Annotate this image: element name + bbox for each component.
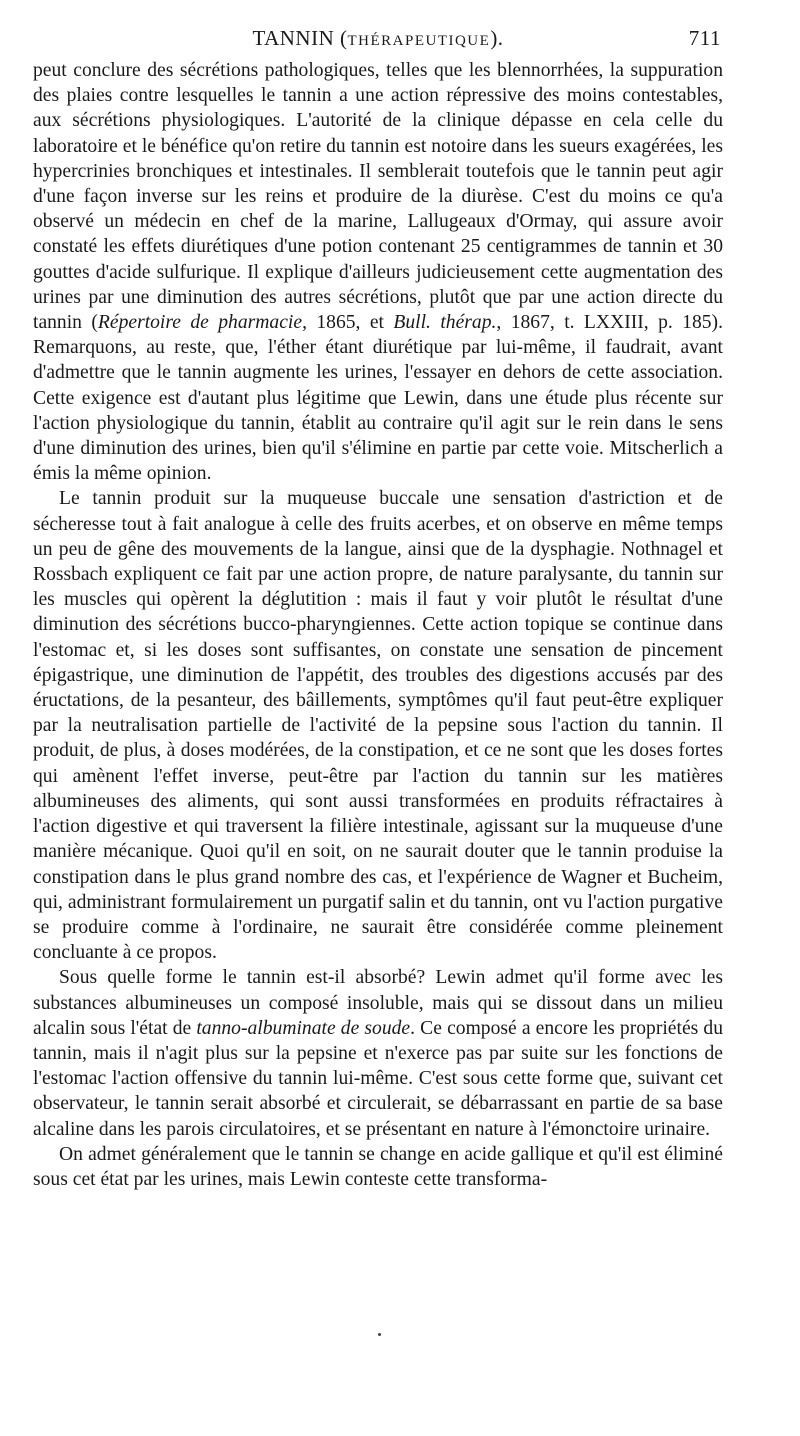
body-text [33, 58, 723, 1192]
text-run: , 1867, t. LXXIII, p. 185). Remarquons, au reste, que, l'éther étant diurétique par lui-même, il faudrait, avant d'admettre que le tannin augmente les urines, l'essayer en dehors de cette association. Cette exigence est d'autant plus légitime que Lewin, dans une étude plus récente sur l'action physiologique du tannin, établit au contraire qu'il agit sur le rein dans le sens d'une diminution des urines, bien qu'il s'élimine en partie par cette voie. Mitscherlich a émis la même opinion. [33, 312, 723, 485]
paragraph-2 [33, 486, 723, 965]
italic-run: Bull. thérap. [393, 312, 497, 334]
paragraph-4 [33, 1142, 723, 1192]
running-title [33, 26, 723, 51]
text-run: Sous quelle forme le tannin est-il absorbé? Lewin admet qu'il forme avec les substances albumineuses un composé insoluble, mais qui se dissout dans un milieu alcalin sous l'état de [33, 967, 723, 1039]
italic-run: tanno-albuminate de soude [196, 1017, 411, 1039]
text-run: peut conclure des sécrétions pathologiques, telles que les blennorrhées, la suppuration des plaies contre lesquelles le tannin a une action répressive des moins contestables, aux sécrétions physiologiques. L'autorité de la clinique dépasse en cela celle du laboratoire et le bénéfice qu'on retire du tannin est notoire dans les sueurs exagérées, les hypercrinies bronchiques et intestinales. Il semblerait toutefois que le tannin peut agir d'une façon inverse sur les reins et produire de la diurèse. C'est du moins ce qu'a observé un médecin en chef de la marine, Lallugeaux d'Ormay, qui assure avoir constaté les effets diurétiques d'une potion contenant 25 centigrammes de tannin et 30 gouttes d'acide sulfurique. Il explique d'ailleurs judicieusement cette augmentation des urines par une diminution des autres sécrétions, plutôt que par une action directe du tannin ( [33, 60, 723, 334]
text-run: , 1865, et [302, 312, 394, 334]
text-run: Le tannin produit sur la muqueuse buccale une sensation d'astriction et de sécheresse tout à fait analogue à celle des fruits acerbes, et on observe en même temps un peu de gêne des mouvements de la langue, ainsi que de la dysphagie. Nothnagel et Rossbach expliquent ce fait par une action propre, de nature paralysante, du tannin sur les muscles qui opèrent la déglutition : mais il faut y voir plutôt le résultat d'une diminution des sécrétions bucco-pharyngiennes. Cette action topique se continue dans l'estomac et, si les doses sont suffisantes, on constate une sensation de pincement épigastrique, une diminution de l'appétit, des troubles des digestions accusés par des éructations, de la pesanteur, des bâillements, symptômes qu'il faut peut-être expliquer par la neutralisation partielle de l'activité de la pepsine sous l'action du tannin. Il produit, de plus, à doses modérées, de la constipation, et ce ne sont que les doses fortes qui amènent l'effet inverse, peut-être par l'action du tannin sur les matières albumineuses des aliments, qui sont aussi transformées en produits réfractaires à l'action digestive et qui traversent la filière intestinale, agissant sur la muqueuse d'une manière mécanique. Quoi qu'il en soit, on ne saurait douter que le tannin produise la constipation dans le plus grand nombre des cas, et l'expérience de Wagner et Bucheim, qui, administrant formulairement un purgatif salin et du tannin, ont vu l'action purgative se produire comme à l'ordinaire, ne saurait être considérée comme pleinement concluante à ce propos. [33, 488, 723, 964]
italic-run: Répertoire de pharmacie [97, 312, 303, 334]
title-smallcaps: THÉRAPEUTIQUE [347, 33, 491, 49]
running-header [33, 24, 723, 58]
title-main: TANNIN ( [252, 26, 348, 50]
text-run: . Ce composé a encore les propriétés du tannin, mais il n'agit plus sur la pepsine et n'exerce pas par suite sur les fonctions de l'estomac l'action offensive du tannin lui-même. C'est sous cette forme que, suivant cet observateur, le tannin serait absorbé et circulerait, se débarrassant en partie de sa base alcaline dans les parois circulatoires, et se présentant en nature à l'émonctoire urinaire. [33, 1017, 723, 1140]
book-page [33, 24, 723, 1192]
ink-speck [378, 1333, 381, 1336]
paragraph-3 [33, 965, 723, 1141]
paragraph-1 [33, 58, 723, 486]
title-close: ). [490, 26, 504, 50]
text-run: On admet généralement que le tannin se change en acide gallique et qu'il est éliminé sous cet état par les urines, mais Lewin conteste cette transforma- [33, 1143, 723, 1190]
page-number: 711 [688, 26, 721, 50]
